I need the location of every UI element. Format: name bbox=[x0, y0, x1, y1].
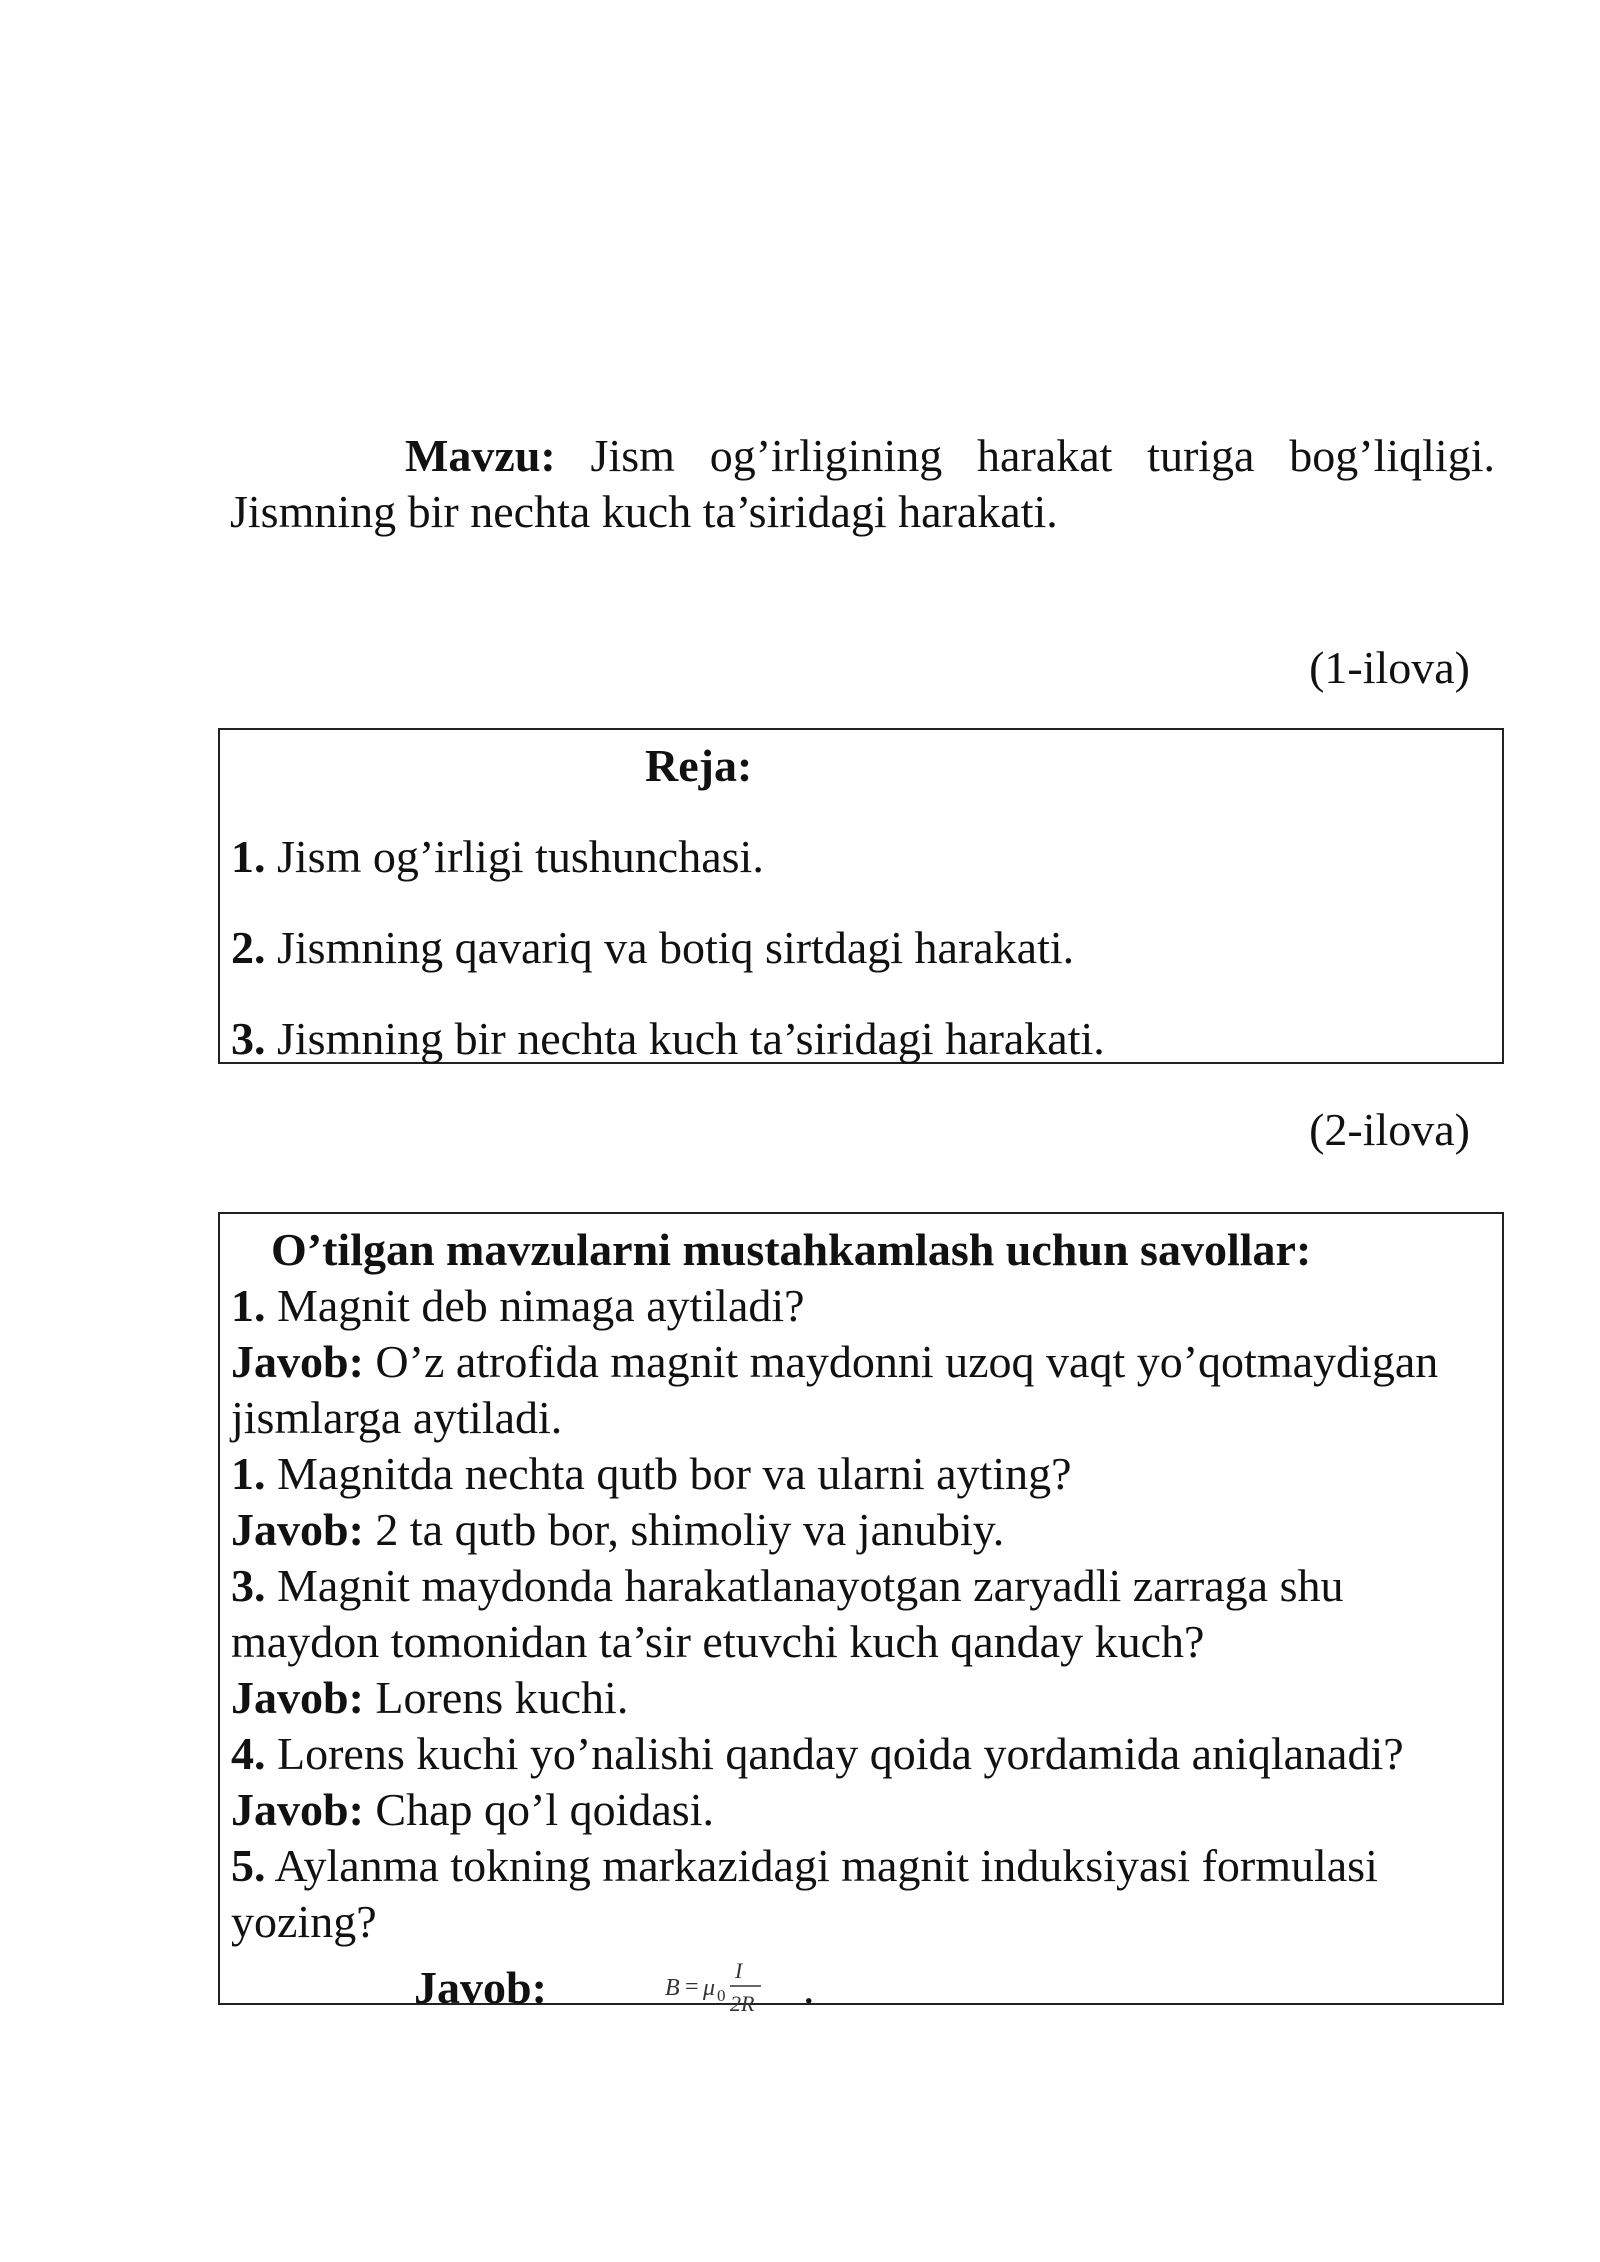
topic-text: Jism og’irligining harakat turiga bog’liqligi. Jismning bir nechta kuch ta’siridagi harakati. bbox=[230, 430, 1495, 537]
answer-label: Javob: bbox=[231, 1336, 364, 1387]
question bbox=[231, 1726, 1502, 1782]
appendix-1-label: (1-ilova) bbox=[1309, 642, 1470, 693]
question-number: 5. bbox=[231, 1840, 266, 1891]
plan-item-number: 3. bbox=[231, 1013, 266, 1064]
plan-item-text: Jism og’irligi tushunchasi. bbox=[277, 831, 764, 882]
answer-label: Javob: bbox=[414, 1962, 547, 2013]
answer-text: Chap qo’l qoidasi. bbox=[375, 1784, 714, 1835]
questions-title: O’tilgan mavzularni mustahkamlash uchun savollar: bbox=[271, 1224, 1312, 1275]
question-text: Magnitda nechta qutb bor va ularni ayting? bbox=[277, 1448, 1072, 1499]
formula-lhs: B bbox=[665, 1975, 680, 2001]
formula-equals: = bbox=[685, 1974, 699, 2000]
question bbox=[231, 1558, 1502, 1670]
question bbox=[231, 1446, 1502, 1502]
answer bbox=[231, 1502, 1502, 1558]
question-number: 4. bbox=[231, 1728, 266, 1779]
answer-label: Javob: bbox=[231, 1504, 364, 1555]
plan-item bbox=[231, 1011, 1502, 1067]
topic-label: Mavzu: bbox=[405, 430, 556, 481]
question bbox=[231, 1838, 1502, 1950]
formula-period: . bbox=[803, 1962, 815, 2013]
answer-text: Lorens kuchi. bbox=[375, 1672, 629, 1723]
questions-box bbox=[218, 1212, 1504, 2016]
formula-mu: μ bbox=[703, 1975, 716, 2001]
answer-text: 2 ta qutb bor, shimoliy va janubiy. bbox=[375, 1504, 1005, 1555]
topic-paragraph bbox=[230, 428, 1495, 540]
plan-title: Reja: bbox=[645, 740, 753, 791]
formula-graphic bbox=[641, 1950, 881, 2020]
formula-subscript: 0 bbox=[717, 1986, 726, 2005]
plan-box bbox=[218, 728, 1504, 1064]
plan-item-number: 2. bbox=[231, 922, 266, 973]
plan-item-text: Jismning qavariq va botiq sirtdagi harakati. bbox=[277, 922, 1075, 973]
formula bbox=[641, 1950, 881, 2020]
answer bbox=[231, 1782, 1502, 1838]
answer bbox=[231, 1334, 1502, 1446]
question-number: 1. bbox=[231, 1448, 266, 1499]
formula-denominator: 2R bbox=[730, 1991, 755, 2016]
answer-formula-line bbox=[231, 1950, 1502, 2020]
question-text: Lorens kuchi yo’nalishi qanday qoida yordamida aniqlanadi? bbox=[277, 1728, 1404, 1779]
plan-item bbox=[231, 829, 1502, 885]
plan-item-number: 1. bbox=[231, 831, 266, 882]
answer-label: Javob: bbox=[231, 1672, 364, 1723]
question-text: Magnit maydonda harakatlanayotgan zaryadli zarraga shu maydon tomonidan ta’sir etuvchi kuch qanday kuch? bbox=[231, 1560, 1344, 1667]
appendix-2-label: (2-ilova) bbox=[1309, 1104, 1470, 1155]
answer bbox=[231, 1670, 1502, 1726]
answer-label: Javob: bbox=[231, 1784, 364, 1835]
formula-numerator: I bbox=[735, 1958, 743, 1983]
plan-item-text: Jismning bir nechta kuch ta’siridagi harakati. bbox=[277, 1013, 1105, 1064]
question-text: Aylanma tokning markazidagi magnit induksiyasi formulasi yozing? bbox=[231, 1840, 1378, 1947]
question-text: Magnit deb nimaga aytiladi? bbox=[277, 1280, 805, 1331]
plan-item bbox=[231, 920, 1502, 976]
question-number: 1. bbox=[231, 1280, 266, 1331]
answer-text: O’z atrofida magnit maydonni uzoq vaqt yo’qotmaydigan jismlarga aytiladi. bbox=[231, 1336, 1439, 1443]
question-number: 3. bbox=[231, 1560, 266, 1611]
question bbox=[231, 1278, 1502, 1334]
